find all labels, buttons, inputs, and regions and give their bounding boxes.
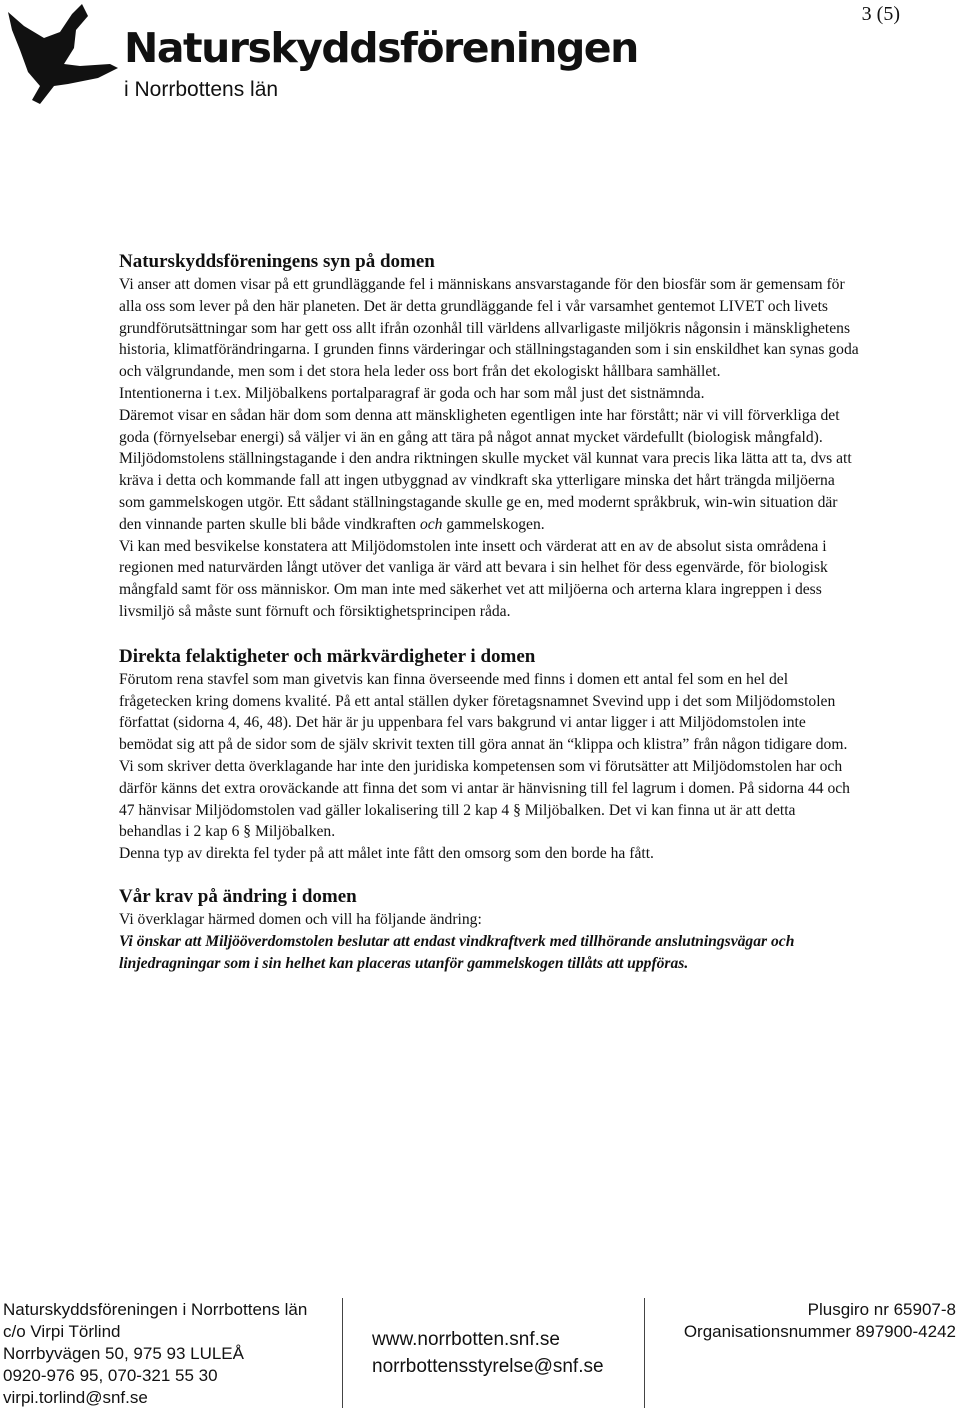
- paragraph: Vi anser att domen visar på ett grundläggande fel i människans ansvarstagande för den biosfär som är gemensam för alla oss som lever på den här planeten. Det är detta grundläggande fel i vår varsamhet gentemot LIVET och livets grundförutsättningar som har gett oss allt ifrån ozonhål till världens allvarligaste miljökris någonsin i mänsklighetens historia, klimatförändringarna. I grunden finns värderingar och ställningstaganden som i sin enskildhet kan synas goda och välgrundande, men som i det stora hela leder oss bort från det ekologiskt hållbara samhället.: [119, 276, 859, 381]
- footer-plusgiro: Plusgiro nr 65907-8: [807, 1300, 956, 1319]
- footer-address: [3, 1299, 307, 1409]
- paragraph: Denna typ av direkta fel tyder på att målet inte fått den omsorg som den borde ha fått.: [119, 845, 654, 863]
- paragraph: Intentionerna i t.ex. Miljöbalkens portalparagraf är goda och har som mål just det sistnämnda.: [119, 384, 705, 402]
- footer-street: Norrbyvägen 50, 975 93 LULEÅ: [3, 1344, 244, 1363]
- footer-phone: 0920-976 95, 070-321 55 30: [3, 1366, 218, 1385]
- footer-web: [372, 1326, 604, 1380]
- paragraph: Vi som skriver detta överklagande har inte den juridiska kompetensen som vi förutsätter att Miljödomstolen har och därför känns det extra oroväckande att finna det som vi antar är hänvisning till fel lagrum i domen. På sidorna 44 och 47 hänvisar Miljödomstolen vad gäller lokalisering till 2 kap 4 § Miljöbalken. Det vi kan finna ut är att detta behandlas i 2 kap 6 § Miljöbalken.: [119, 757, 850, 841]
- footer-website-link[interactable]: www.norrbotten.snf.se: [372, 1329, 560, 1350]
- organization-name: Naturskyddsföreningen: [124, 24, 638, 72]
- footer: [0, 1296, 960, 1408]
- footer-divider: [644, 1298, 645, 1408]
- footer-registration: [684, 1299, 956, 1343]
- footer-divider: [342, 1298, 343, 1408]
- paragraph: Vi överklagar härmed domen och vill ha följande ändring:: [119, 910, 482, 928]
- paragraph: Vi kan med besvikelse konstatera att Miljödomstolen inte insett och värderat att en av de absolut sista områdena i regionen med naturvärden långt utöver det vanliga är värd att bevara i sin helhet för dess egenvärde, för biologisk mångfald samt för oss människor. Om man inte med säkerhet vet att miljöerna och arterna klara ingreppen i dess livsmiljö så måste sunt förnuft och försiktighetsprincipen råda.: [119, 537, 828, 620]
- paragraph-text: gammelskogen.: [442, 515, 545, 533]
- footer-board-email-link[interactable]: norrbottensstyrelse@snf.se: [372, 1356, 604, 1377]
- section-heading-demand: Vår krav på ändring i domen: [119, 885, 357, 907]
- section-heading-opinion: Naturskyddsföreningens syn på domen: [119, 251, 435, 272]
- paragraph: Förutom rena stavfel som man givetvis kan finna överseende med finns i domen ett antal fel som en hel del frågetecken kring domens kvalité. På ett antal ställen dyker företagsnamnet Svevind upp i det som Miljödomstolen författat (sidorna 4, 46, 48). Det här är ju uppenbara fel vars bakgrund vi antar ligger i att Miljödomstolen inte bemödat sig att på de sidor som de själv skrivit texten till göra annat än “klippa och klistra” från någon tidigare dom.: [119, 670, 848, 754]
- footer-org-number: Organisationsnummer 897900-4242: [683, 1322, 956, 1341]
- paragraph-text: Miljödomstolens ställningstagande i den andra riktningen skulle mycket väl kunnat vara precis lika lätta att ta, dvs att kräva i detta och kommande fall att ingen utbyggnad av vindkraft ska ytterligare minska det hårt trängda miljöerna som gammelskogen utgör. Ett sådant ställningstagande skulle ge en, med modernt språkbruk, win-win situation där den vinnande parten skulle bli både vindkraften: [119, 450, 852, 533]
- bird-logo-icon: [6, 2, 118, 106]
- page-number: 3 (5): [861, 3, 900, 25]
- footer-email: virpi.torlind@snf.se: [3, 1388, 148, 1407]
- emphasis-text: och: [419, 515, 443, 533]
- footer-org-name: Naturskyddsföreningen i Norrbottens län: [3, 1300, 308, 1319]
- demand-statement: Vi önskar att Miljööverdomstolen beslutar att endast vindkraftverk med tillhörande anslutningsvägar och linjedragningar som i sin helhet kan placeras utanför gammelskogen tillåts att uppföras.: [119, 932, 795, 972]
- organization-logo: [6, 2, 638, 112]
- paragraph: Däremot visar en sådan här dom som denna att mänskligheten egentligen inte har förstått; när vi vill förverkliga det goda (förnyelsebar energi) så väljer vi än en gång att tära på något annat mycket värdefullt (biologisk mångfald).: [119, 406, 840, 446]
- paragraph: [119, 448, 859, 535]
- footer-contact-name: c/o Virpi Törlind: [3, 1322, 121, 1341]
- letter-body: [119, 250, 859, 974]
- section-heading-errors: Direkta felaktigheter och märkvärdigheter i domen: [119, 645, 536, 667]
- organization-region: i Norrbottens län: [124, 78, 279, 101]
